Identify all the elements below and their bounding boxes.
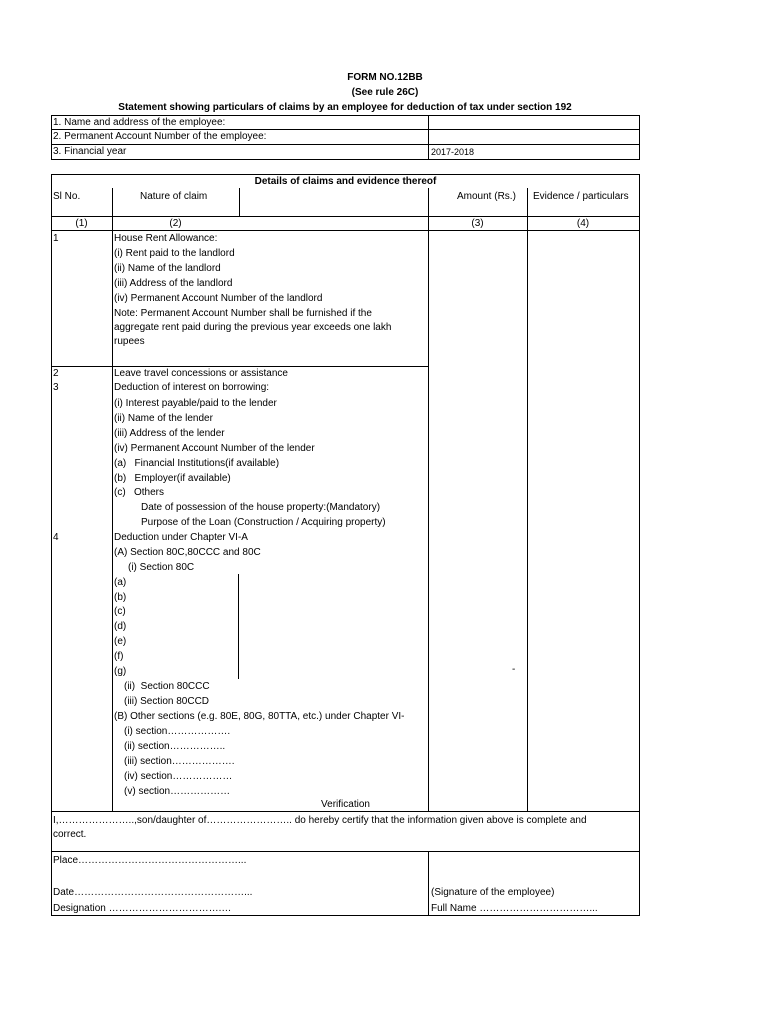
chapter6a-line: (e) xyxy=(114,636,127,647)
signature-label: (Signature of the employee) xyxy=(431,887,555,898)
amount-dash: - xyxy=(512,664,516,675)
chapter6a-line: (f) xyxy=(114,651,124,662)
interest-line: (iii) Address of the lender xyxy=(114,428,225,439)
rule-reference: (See rule 26C) xyxy=(351,87,419,98)
col-number-4: (4) xyxy=(576,218,590,229)
place-field: Place…………………………………………... xyxy=(53,855,247,866)
chapter6a-line: (ii) Section 80CCC xyxy=(124,681,210,692)
hra-line: (iv) Permanent Account Number of the landlord xyxy=(114,293,323,304)
verification-statement: I,…………………..,son/daughter of…………………….. do hereby certify that the information given above is complete and xyxy=(53,815,587,826)
interest-line: Deduction of interest on borrowing: xyxy=(114,382,270,393)
hra-line: House Rent Allowance: xyxy=(114,233,218,244)
chapter6a-line: Deduction under Chapter VI-A xyxy=(114,532,248,543)
hra-line: (ii) Name of the landlord xyxy=(114,263,221,274)
ltc-claim: Leave travel concessions or assistance xyxy=(114,368,288,379)
chapter6a-line: (iv) section……………… xyxy=(124,771,233,782)
chapter6a-line: (v) section……………… xyxy=(124,786,231,797)
chapter6a-line: (iii) section………………. xyxy=(124,756,235,767)
chapter6a-line: (i) section………………. xyxy=(124,726,231,737)
header-amount: Amount (Rs.) xyxy=(457,191,516,202)
interest-line: (ii) Name of the lender xyxy=(114,413,213,424)
row-number-4: 4 xyxy=(53,532,59,543)
header-evidence: Evidence / particulars xyxy=(533,191,629,202)
form-statement: Statement showing particulars of claims by an employee for deduction of tax under section 192 xyxy=(118,102,572,113)
chapter6a-line: (ii) section…………….. xyxy=(124,741,226,752)
hra-note: Note: Permanent Account Number shall be furnished if the xyxy=(114,308,372,319)
row-number-3: 3 xyxy=(53,382,59,393)
financial-year-value: 2017-2018 xyxy=(431,147,475,157)
header-sl-no: Sl No. xyxy=(53,191,81,202)
col-number-2: (2) xyxy=(169,218,182,229)
interest-line: (b) Employer(if available) xyxy=(114,473,231,484)
full-name-field: Full Name ……………………………... xyxy=(431,903,598,914)
chapter6a-line: (a) xyxy=(114,577,127,588)
row-number-1: 1 xyxy=(53,233,59,244)
designation-field: Designation …………………………….… xyxy=(53,903,232,914)
chapter6a-line: (g) xyxy=(114,666,127,677)
chapter6a-line: (B) Other sections (e.g. 80E, 80G, 80TTA, etc.) under Chapter VI- xyxy=(114,711,405,722)
chapter6a-line: (i) Section 80C xyxy=(128,562,195,573)
date-field: Date……………………………………………... xyxy=(53,887,253,898)
interest-line: (iv) Permanent Account Number of the lender xyxy=(114,443,315,454)
chapter6a-line: (d) xyxy=(114,621,127,632)
interest-line: (a) Financial Institutions(if available) xyxy=(114,458,280,469)
interest-line: Purpose of the Loan (Construction / Acquiring property) xyxy=(141,517,386,528)
verification-statement-end: correct. xyxy=(53,829,87,840)
hra-note: aggregate rent paid during the previous year exceeds one lakh xyxy=(114,322,392,333)
hra-line: (i) Rent paid to the landlord xyxy=(114,248,235,259)
employee-name-label: 1. Name and address of the employee: xyxy=(53,117,226,128)
details-title: Details of claims and evidence thereof xyxy=(254,176,437,187)
col-number-1: (1) xyxy=(75,218,88,229)
header-nature-of-claim: Nature of claim xyxy=(140,191,208,202)
hra-note: rupees xyxy=(114,336,145,347)
chapter6a-line: (A) Section 80C,80CCC and 80C xyxy=(114,547,261,558)
chapter6a-line: (b) xyxy=(114,592,127,603)
employee-pan-label: 2. Permanent Account Number of the employee: xyxy=(53,131,267,142)
col-number-3: (3) xyxy=(471,218,484,229)
interest-line: (i) Interest payable/paid to the lender xyxy=(114,398,277,409)
interest-line: (c) Others xyxy=(114,487,165,498)
interest-line: Date of possession of the house property:(Mandatory) xyxy=(141,502,381,513)
financial-year-label: 3. Financial year xyxy=(53,146,127,157)
row-number-2: 2 xyxy=(53,368,59,379)
chapter6a-line: (c) xyxy=(114,606,126,617)
hra-line: (iii) Address of the landlord xyxy=(114,278,233,289)
chapter6a-line: (iii) Section 80CCD xyxy=(124,696,210,707)
verification-title: Verification xyxy=(321,799,370,810)
form-number: FORM NO.12BB xyxy=(347,72,423,83)
